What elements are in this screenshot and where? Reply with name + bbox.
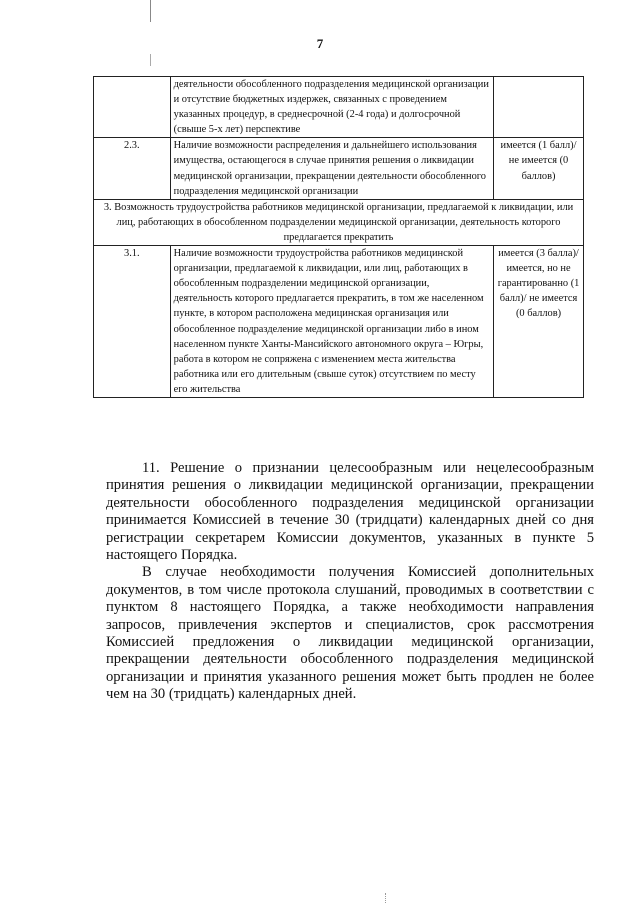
- scan-edge-mark-lower: [150, 54, 151, 66]
- criteria-table: [93, 76, 584, 398]
- table-row: [94, 77, 584, 138]
- table-row: [94, 138, 584, 199]
- table-section-row: [94, 199, 584, 245]
- row-number: 2.3.: [94, 138, 171, 199]
- page-number: 7: [316, 36, 324, 51]
- body-text: [106, 460, 594, 704]
- table-row: [94, 246, 584, 398]
- row-number: 3.1.: [94, 246, 171, 398]
- scan-edge-mark: [150, 0, 151, 22]
- row-score: [494, 77, 584, 138]
- paragraph-11: 11. Решение о признании целесообразным или нецелесообразным принятия решения о ликвидации медицинской организации, прекращении деятельности обособленного подразделения медицинской организации принимается Комиссией в течение 30 (тридцати) календарных дней со дня регистрации секретарем Комиссии документов, указанных в пункте 5 настоящего Порядка.: [106, 460, 594, 564]
- row-description: Наличие возможности трудоустройства работников медицинской организации, предлагаемой к ликвидации, или лиц, работающих в обособленным подразделении медицинской организации, деятельность которого предлагается прекратить, в том же населенном пункте, в котором расположена медицинская организация или обособленное подразделение медицинской организации либо в ином населенном пункте Ханты-Мансийского автономного округа – Югры, работа в котором не сопряжена с изменением места жительства работника или его длительным (свыше суток) отсутствием по месту его жительства: [170, 246, 493, 398]
- paragraph-extension: В случае необходимости получения Комиссией дополнительных документов, в том числе протокола слушаний, проводимых в соответствии с пунктом 8 настоящего Порядка, а также необходимости направления запросов, привлечения экспертов и специалистов, срок рассмотрения Комиссией предложения о ликвидации медицинской организации, прекращении деятельности обособленного подразделения медицинской организации и принятия указанного решения может быть продлен не более чем на 30 (тридцать) календарных дней.: [106, 564, 594, 703]
- row-description: деятельности обособленного подразделения медицинской организации и отсутствие бюджетных издержек, связанных с проведением указанных процедур, в среднесрочной (2-4 года) и долгосрочной (свыше 5-х лет) перспективе: [170, 77, 493, 138]
- row-score: имеется (3 балла)/ имеется, но не гарантированно (1 балл)/ не имеется (0 баллов): [494, 246, 584, 398]
- row-score: имеется (1 балл)/ не имеется (0 баллов): [494, 138, 584, 199]
- criteria-table-body: [94, 77, 584, 398]
- section-title: 3. Возможность трудоустройства работников медицинской организации, предлагаемой к ликвидации, или лиц, работающих в обособленном подразделении медицинской организации, деятельность которого предлагается прекратить: [94, 199, 584, 245]
- scan-bottom-mark: [385, 893, 388, 903]
- row-number: [94, 77, 171, 138]
- row-description: Наличие возможности распределения и дальнейшего использования имущества, остающегося в случае принятия решения о ликвидации медицинской организации, прекращении деятельности обособленного подразделения медицинской организации: [170, 138, 493, 199]
